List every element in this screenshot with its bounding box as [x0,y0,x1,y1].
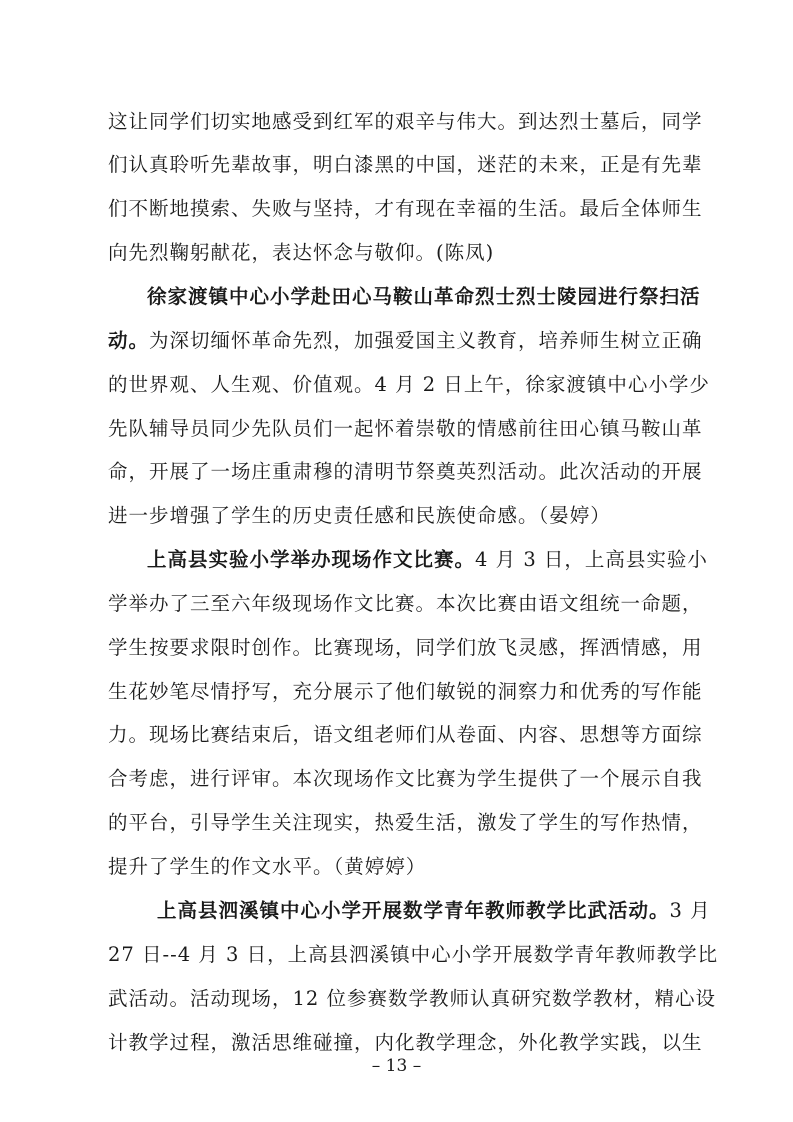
paragraph-line: 先队辅导员同少先队员们一起怀着崇敬的情感前往田心镇马鞍山革 [108,417,703,440]
paragraph-heading-tail: 动。 [108,329,150,352]
paragraph-line: 27 日--4 月 3 日，上高县泗溪镇中心小学开展数学青年教师教学比 [108,943,719,966]
paragraph-text: 3 月 [669,899,711,922]
paragraph-heading: 上高县实验小学举办现场作文比赛。 [147,548,476,571]
paragraph-line [108,324,703,358]
paragraph-heading: 上高县泗溪镇中心小学开展数学青年教师教学比武活动。 [157,899,670,922]
paragraph-line: 生花妙笔尽情抒写，充分展示了他们敏锐的洞察力和优秀的写作能 [108,680,703,703]
paragraph-line: 的世界观、人生观、价值观。4 月 2 日上午，徐家渡镇中心小学少 [108,373,710,396]
page-number: – 13 – [371,1056,422,1076]
paragraph-line: 合考虑，进行评审。本次现场作文比赛为学生提供了一个展示自我 [108,767,703,790]
paragraph-line: 们认真聆听先辈故事，明白漆黑的中国，迷茫的未来，正是有先辈 [108,153,703,176]
paragraph-line: 武活动。活动现场，12 位参赛数学教师认真研究数学教材，精心设 [108,987,717,1010]
paragraph-heading: 徐家渡镇中心小学赴田心马鞍山革命烈士烈士陵园进行祭扫活 [147,285,701,308]
paragraph-line: 们不断地摸索、失败与坚持，才有现在幸福的生活。最后全体师生 [108,197,703,220]
paragraph-text: 为深切缅怀革命先烈，加强爱国主义教育，培养师生树立正确 [149,329,703,352]
paragraph-line: 提升了学生的作文水平。（黄婷婷） [108,855,427,878]
paragraph-line: 向先烈鞠躬献花，表达怀念与敬仰。(陈凤) [108,241,495,264]
paragraph-line: 这让同学们切实地感受到红军的艰辛与伟大。到达烈士墓后，同学 [108,110,703,133]
paragraph-line: 学生按要求限时创作。比赛现场，同学们放飞灵感，挥洒情感，用 [108,636,703,659]
paragraph-line: 的平台，引导学生关注现实，热爱生活，激发了学生的写作热情， [108,811,703,834]
paragraph-line [147,543,732,577]
paragraph-line: 命，开展了一场庄重肃穆的清明节祭奠英烈活动。此次活动的开展 [108,460,703,483]
paragraph-line: 力。现场比赛结束后，语文组老师们从卷面、内容、思想等方面综 [108,723,703,746]
paragraph-line: 学举办了三至六年级现场作文比赛。本次比赛由语文组统一命题， [108,592,703,615]
paragraph-line [157,894,742,928]
paragraph-text: 4 月 3 日，上高县实验小 [475,548,708,571]
paragraph-line: 进一步增强了学生的历史责任感和民族使命感。（晏婷） [108,504,611,527]
paragraph-line: 计教学过程，激活思维碰撞，内化教学理念，外化教学实践，以生 [108,1031,703,1054]
